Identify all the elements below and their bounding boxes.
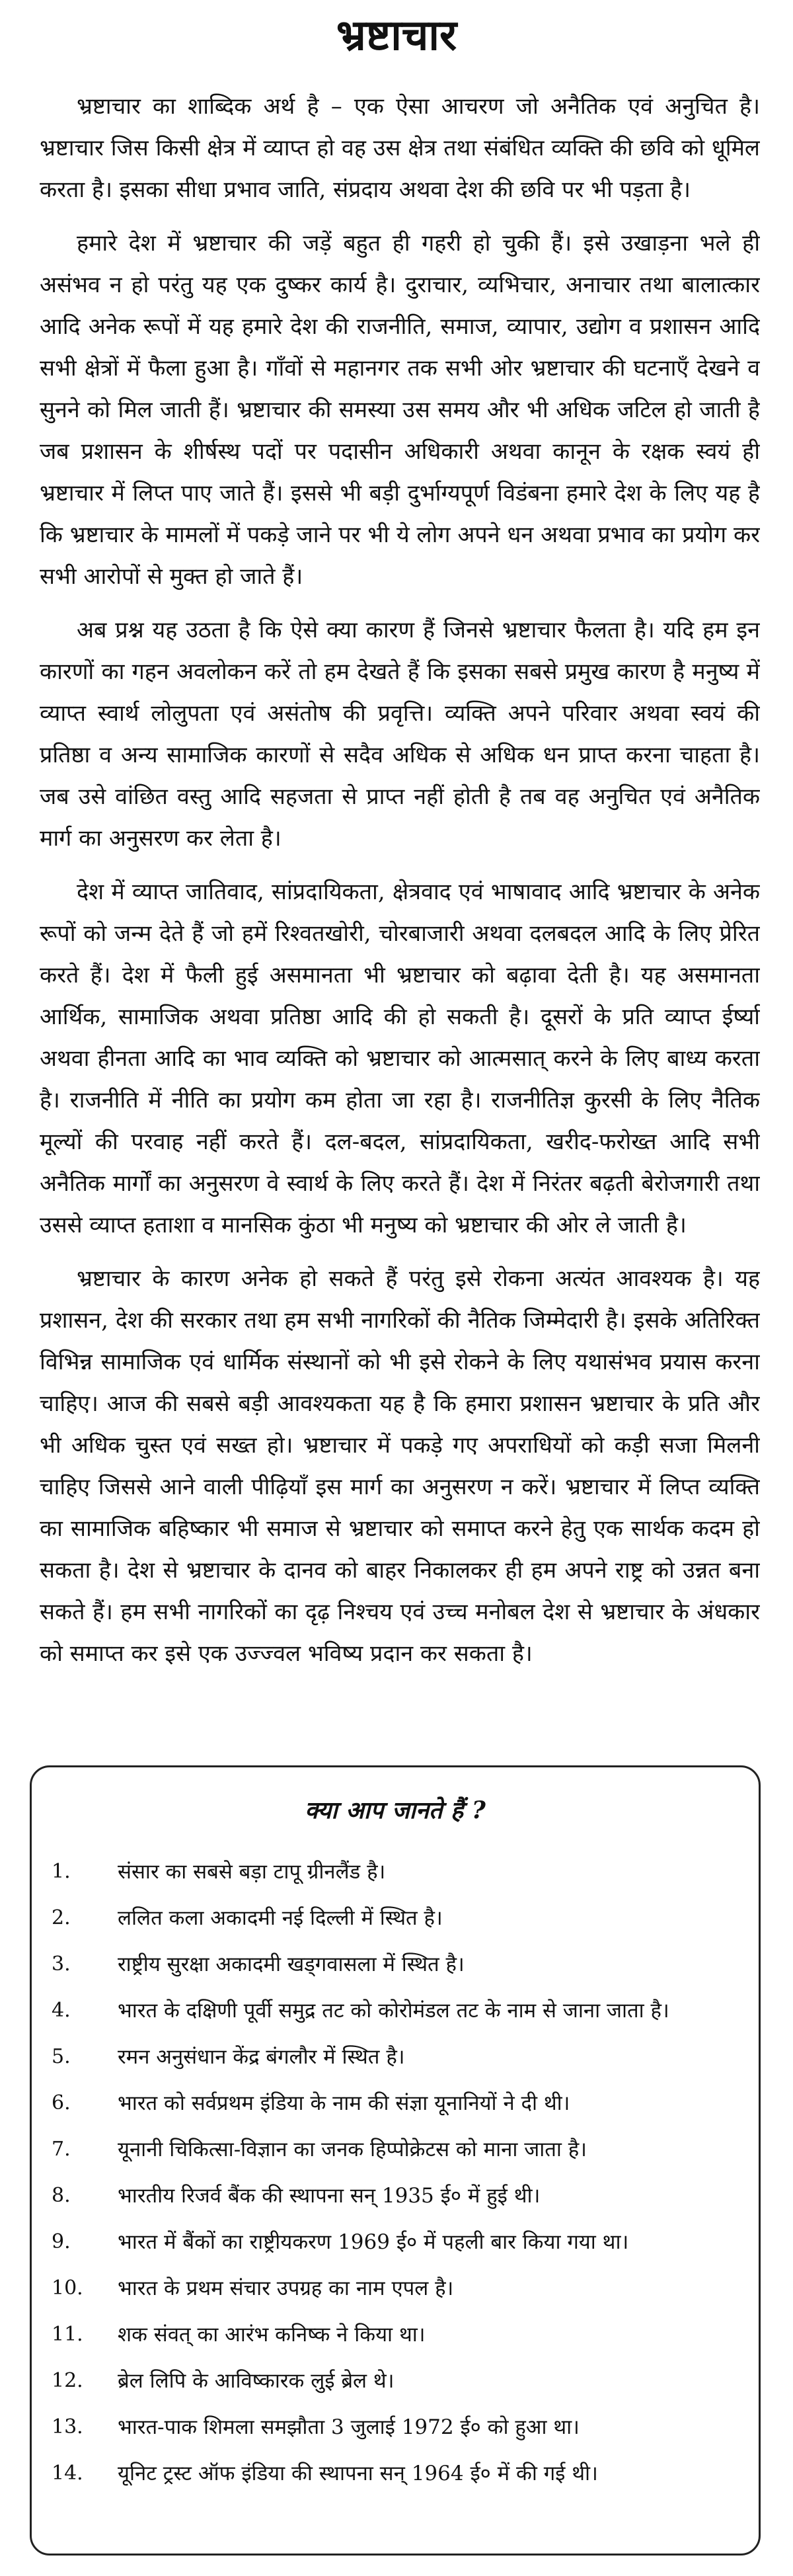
fact-text: यूनिट ट्रस्ट ऑफ इंडिया की स्थापना सन् 1964 ई० में की गई थी। <box>118 2462 598 2485</box>
fact-item <box>52 2362 739 2399</box>
fact-text: भारत में बैंकों का राष्ट्रीयकरण 1969 ई० में पहली बार किया गया था। <box>118 2230 629 2254</box>
fact-number: 5. <box>52 2045 71 2068</box>
fact-text: भारत-पाक शिमला समझौता 3 जुलाई 1972 ई० को हुआ था। <box>118 2415 580 2439</box>
fact-text: संसार का सबसे बड़ा टापू ग्रीनलैंड है। <box>118 1860 386 1884</box>
fact-number: 6. <box>52 2091 71 2114</box>
fact-item <box>52 2409 739 2446</box>
fact-number: 1. <box>52 1860 71 1883</box>
fact-number: 9. <box>52 2230 71 2253</box>
fact-number: 3. <box>52 1952 71 1976</box>
essay-paragraph-2: हमारे देश में भ्रष्टाचार की जड़ें बहुत ही गहरी हो चुकी हैं। इसे उखाड़ना भले ही असंभव न हो परंतु यह एक दुष्कर कार्य है। दुराचार, व्यभिचार, अनाचार तथा बालात्कार आदि अनेक रूपों में यह हमारे देश की राजनीति, समाज, व्यापार, उद्योग व प्रशासन आदि सभी क्षेत्रों में फैला हुआ है। गाँवों से महानगर तक सभी ओर भ्रष्टाचार की घटनाएँ देखने व सुनने को मिल जाती हैं। भ्रष्टाचार की समस्या उस समय और भी अधिक जटिल हो जाती है जब प्रशासन के शीर्षस्थ पदों पर पदासीन अधिकारी अथवा कानून के रक्षक स्वयं ही भ्रष्टाचार में लिप्त पाए जाते हैं। इससे भी बड़ी दुर्भाग्यपूर्ण विडंबना हमारे देश के लिए यह है कि भ्रष्टाचार के मामलों में पकड़े जाने पर भी ये लोग अपने धन अथवा प्रभाव का प्रयोग कर सभी आरोपों से मुक्त हो जाते हैं। <box>40 230 760 590</box>
fact-item <box>52 2177 739 2214</box>
fact-number: 4. <box>52 1999 71 2022</box>
fact-text: राष्ट्रीय सुरक्षा अकादमी खड्गवासला में स्थित है। <box>118 1952 465 1976</box>
fact-text: भारत के प्रथम संचार उपग्रह का नाम एपल है। <box>118 2276 454 2300</box>
essay-paragraph-5: भ्रष्टाचार के कारण अनेक हो सकते हैं परंतु इसे रोकना अत्यंत आवश्यक है। यह प्रशासन, देश की सरकार तथा हम सभी नागरिकों की नैतिक जिम्मेदारी है। इसके अतिरिक्त विभिन्न सामाजिक एवं धार्मिक संस्थानों को भी इसे रोकने के लिए यथासंभव प्रयास करना चाहिए। आज की सबसे बड़ी आवश्यकता यह है कि हमारा प्रशासन भ्रष्टाचार के प्रति और भी अधिक चुस्त एवं सख्त हो। भ्रष्टाचार में पकड़े गए अपराधियों को कड़ी सजा मिलनी चाहिए जिससे आने वाली पीढ़ियाँ इस मार्ग का अनुसरण न करें। भ्रष्टाचार में लिप्त व्यक्ति का सामाजिक बहिष्कार भी समाज से भ्रष्टाचार को समाप्त करने हेतु एक सार्थक कदम हो सकता है। देश से भ्रष्टाचार के दानव को बाहर निकालकर ही हम अपने राष्ट्र को उन्नत बना सकते हैं। हम सभी नागरिकों का दृढ़ निश्चय एवं उच्च मनोबल देश से भ्रष्टाचार के अंधकार को समाप्त कर इसे एक उज्ज्वल भविष्य प्रदान कर सकता है। <box>40 1266 760 1667</box>
fact-item <box>52 1853 739 1890</box>
did-you-know-box <box>30 1765 761 2556</box>
fact-item <box>52 1946 739 1983</box>
facts-list <box>52 1853 739 2501</box>
fact-item <box>52 1992 739 2029</box>
fact-item <box>52 2455 739 2492</box>
essay-paragraph-4: देश में व्याप्त जातिवाद, सांप्रदायिकता, क्षेत्रवाद एवं भाषावाद आदि भ्रष्टाचार के अनेक रूपों को जन्म देते हैं जो हमें रिश्वतखोरी, चोरबाजारी अथवा दलबदल आदि के लिए प्रेरित करते हैं। देश में फैली हुई असमानता भी भ्रष्टाचार को बढ़ावा देती है। यह असमानता आर्थिक, सामाजिक अथवा प्रतिष्ठा आदि की हो सकती है। दूसरों के प्रति व्याप्त ईर्ष्या अथवा हीनता आदि का भाव व्यक्ति को भ्रष्टाचार को आत्मसात् करने के लिए बाध्य करता है। राजनीति में नीति का प्रयोग कम होता जा रहा है। राजनीतिज्ञ कुरसी के लिए नैतिक मूल्यों की परवाह नहीं करते हैं। दल-बदल, सांप्रदायिकता, खरीद-फरोख्त आदि सभी अनैतिक मार्गों का अनुसरण वे स्वार्थ के लिए करते हैं। देश में निरंतर बढ़ती बेरोजगारी तथा उससे व्याप्त हताशा व मानसिक कुंठा भी मनुष्य को भ्रष्टाचार की ओर ले जाती है। <box>40 879 760 1238</box>
fact-text: भारत के दक्षिणी पूर्वी समुद्र तट को कोरोमंडल तट के नाम से जाना जाता है। <box>118 1999 669 2023</box>
fact-text: ललित कला अकादमी नई दिल्ली में स्थित है। <box>118 1906 443 1930</box>
page-title: भ्रष्टाचार <box>336 11 457 60</box>
fact-item <box>52 2270 739 2307</box>
fact-number: 11. <box>52 2323 83 2346</box>
fact-text: यूनानी चिकित्सा-विज्ञान का जनक हिप्पोक्रेटस को माना जाता है। <box>118 2138 587 2161</box>
fact-text: भारत को सर्वप्रथम इंडिया के नाम की संज्ञा यूनानियों ने दी थी। <box>118 2091 570 2115</box>
fact-number: 12. <box>52 2369 83 2392</box>
essay-paragraph-1: भ्रष्टाचार का शाब्दिक अर्थ है – एक ऐसा आचरण जो अनैतिक एवं अनुचित है। भ्रष्टाचार जिस किसी क्षेत्र में व्याप्त हो वह उस क्षेत्र तथा संबंधित व्यक्ति की छवि को धूमिल करता है। इसका सीधा प्रभाव जाति, संप्रदाय अथवा देश की छवि पर भी पड़ता है। <box>40 93 760 203</box>
essay-body <box>40 86 760 1706</box>
did-you-know-heading: क्या आप जानते हैं ? <box>305 1796 486 1824</box>
fact-number: 10. <box>52 2276 83 2300</box>
fact-number: 2. <box>52 1906 71 1929</box>
fact-text: शक संवत् का आरंभ कनिष्क ने किया था। <box>118 2323 426 2347</box>
fact-number: 7. <box>52 2138 71 2161</box>
fact-text: भारतीय रिजर्व बैंक की स्थापना सन् 1935 ई० में हुई थी। <box>118 2184 541 2208</box>
fact-text: ब्रेल लिपि के आविष्कारक लुई ब्रेल थे। <box>118 2369 395 2393</box>
fact-number: 14. <box>52 2462 83 2485</box>
fact-item <box>52 2316 739 2353</box>
fact-item <box>52 2038 739 2075</box>
fact-item <box>52 2131 739 2168</box>
fact-item <box>52 2224 739 2261</box>
fact-item <box>52 2085 739 2122</box>
fact-item <box>52 1900 739 1937</box>
fact-number: 13. <box>52 2415 83 2438</box>
fact-number: 8. <box>52 2184 71 2207</box>
fact-text: रमन अनुसंधान केंद्र बंगलौर में स्थित है। <box>118 2045 405 2069</box>
essay-paragraph-3: अब प्रश्न यह उठता है कि ऐसे क्या कारण हैं जिनसे भ्रष्टाचार फैलता है। यदि हम इन कारणों का गहन अवलोकन करें तो हम देखते हैं कि इसका सबसे प्रमुख कारण है मनुष्य में व्याप्त स्वार्थ लोलुपता एवं असंतोष की प्रवृत्ति। व्यक्ति अपने परिवार अथवा स्वयं की प्रतिष्ठा व अन्य सामाजिक कारणों से सदैव अधिक से अधिक धन प्राप्त करना चाहता है। जब उसे वांछित वस्तु आदि सहजता से प्राप्त नहीं होती है तब वह अनुचित एवं अनैतिक मार्ग का अनुसरण कर लेता है। <box>40 617 760 852</box>
